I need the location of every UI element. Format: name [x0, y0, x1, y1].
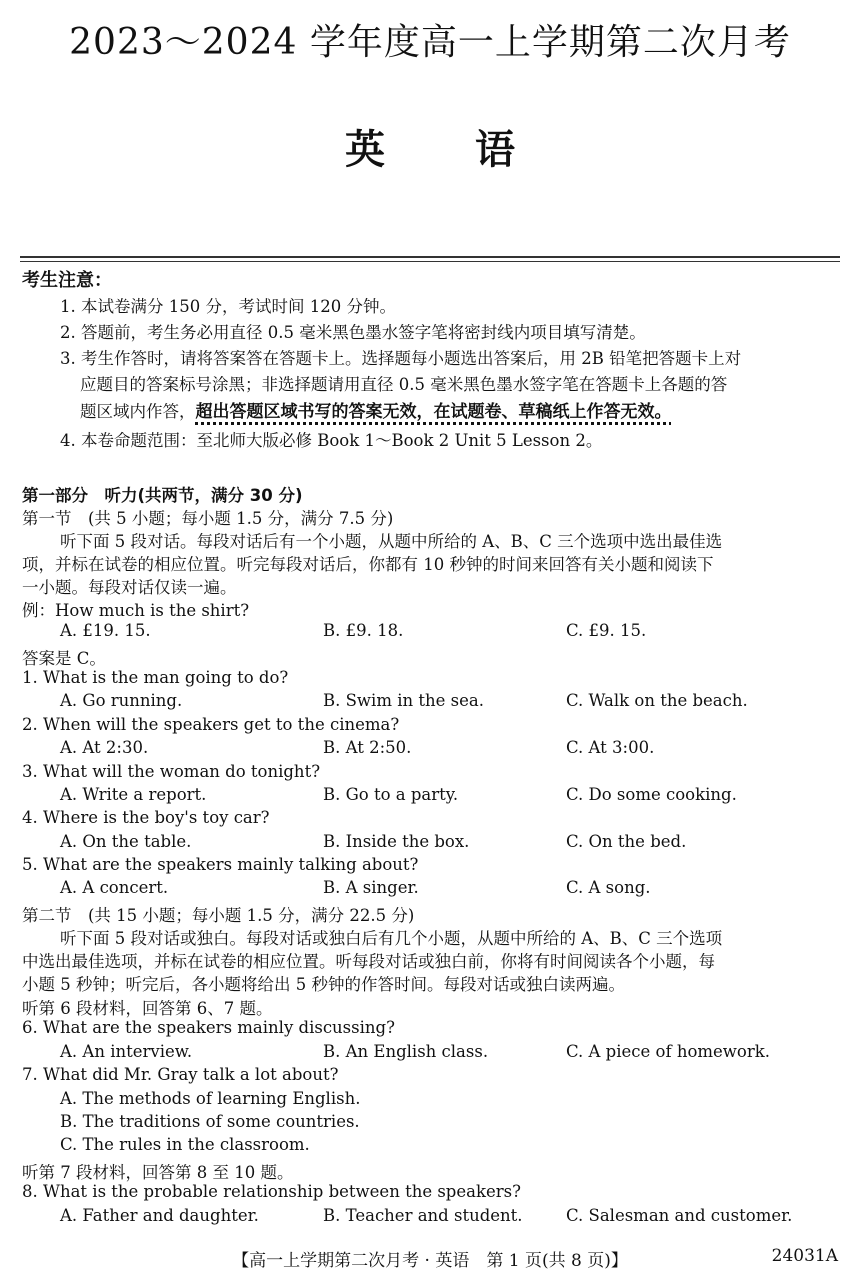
notice-heading: 考生注意：: [22, 270, 112, 291]
q4-option-a: A. On the table.: [60, 832, 192, 851]
section2-instr-2: 中选出最佳选项，并标在试卷的相应位置。听每段对话或独白前，你将有时间阅读各个小题，每: [22, 952, 715, 971]
question-4: 4. Where is the boy's toy car?: [22, 808, 270, 827]
q5-option-a: A. A concert.: [60, 878, 169, 897]
section2-instr-1: 听下面 5 段对话或独白。每段对话或独白后有几个小题，从题中所给的 A、B、C 三个选项: [60, 929, 723, 948]
divider-thick: [20, 256, 840, 258]
section2-instr-3: 小题 5 秒钟；听完后，各小题将给出 5 秒钟的作答时间。每段对话或独白读两遍。: [22, 975, 625, 994]
notice-item-3: 3. 考生作答时，请将答案答在答题卡上。选择题每小题选出答案后，用 2B 铅笔把答题卡上对: [60, 349, 742, 368]
section1-instr-2: 项，并标在试卷的相应位置。听完每段对话后，你都有 10 秒钟的时间来回答有关小题和阅读下: [22, 555, 714, 574]
q3-option-a: A. Write a report.: [60, 785, 207, 804]
notice-item-3-tail: 题区域内作答，: [80, 402, 196, 421]
q1-option-b: B. Swim in the sea.: [323, 691, 484, 710]
example-option-a: A. £19. 15.: [60, 621, 151, 640]
exam-title: 2023～2024 学年度高一上学期第二次月考: [69, 22, 791, 63]
question-1: 1. What is the man going to do?: [22, 668, 289, 687]
q3-option-c: C. Do some cooking.: [566, 785, 737, 804]
q4-option-c: C. On the bed.: [566, 832, 687, 851]
question-5: 5. What are the speakers mainly talking about?: [22, 855, 419, 874]
q8-option-b: B. Teacher and student.: [323, 1206, 523, 1225]
notice-item-1: 1. 本试卷满分 150 分，考试时间 120 分钟。: [60, 297, 396, 316]
example-answer: 答案是 C。: [22, 649, 106, 668]
page-footer: 【高一上学期第二次月考 · 英语 第 1 页(共 8 页)】: [232, 1251, 628, 1271]
section1-instr-3: 一小题。每段对话仅读一遍。: [22, 578, 237, 597]
q2-option-b: B. At 2:50.: [323, 738, 412, 757]
part1-heading: 第一部分 听力(共两节，满分 30 分): [22, 486, 303, 505]
q6-option-a: A. An interview.: [60, 1042, 193, 1061]
q2-option-c: C. At 3:00.: [566, 738, 655, 757]
q8-option-a: A. Father and daughter.: [60, 1206, 259, 1225]
notice-item-2: 2. 答题前，考生务必用直径 0.5 毫米黑色墨水签字笔将密封线内项目填写清楚。: [60, 323, 646, 342]
example-option-c: C. £9. 15.: [566, 621, 647, 640]
q1-option-a: A. Go running.: [60, 691, 183, 710]
q1-option-c: C. Walk on the beach.: [566, 691, 748, 710]
example-option-b: B. £9. 18.: [323, 621, 404, 640]
notice-item-3-end: [80, 397, 672, 422]
question-3: 3. What will the woman do tonight?: [22, 762, 321, 781]
exam-code: 24031A: [771, 1246, 838, 1266]
section2-heading: 第二节 (共 15 小题；每小题 1.5 分，满分 22.5 分): [22, 906, 415, 925]
q7-option-b: B. The traditions of some countries.: [60, 1112, 360, 1131]
section1-instr-1: 听下面 5 段对话。每段对话后有一个小题，从题中所给的 A、B、C 三个选项中选出最佳选: [60, 532, 723, 551]
question-2: 2. When will the speakers get to the cinema?: [22, 715, 400, 734]
q4-option-b: B. Inside the box.: [323, 832, 470, 851]
q8-option-c: C. Salesman and customer.: [566, 1206, 793, 1225]
question-6: 6. What are the speakers mainly discussing?: [22, 1018, 395, 1037]
notice-item-3-cont: 应题目的答案标号涂黑；非选择题请用直径 0.5 毫米黑色墨水签字笔在答题卡上各题的答: [80, 375, 728, 394]
divider-thin: [20, 261, 840, 262]
q7-option-a: A. The methods of learning English.: [60, 1089, 361, 1108]
q5-option-c: C. A song.: [566, 878, 651, 897]
q6-option-c: C. A piece of homework.: [566, 1042, 770, 1061]
q7-option-c: C. The rules in the classroom.: [60, 1135, 310, 1154]
question-8: 8. What is the probable relationship between the speakers?: [22, 1182, 521, 1201]
q3-option-b: B. Go to a party.: [323, 785, 459, 804]
notice-emphasis: 超出答题区域书写的答案无效，在试题卷、草稿纸上作答无效。: [195, 402, 672, 422]
material-6-note: 听第 6 段材料，回答第 6、7 题。: [22, 999, 273, 1018]
q5-option-b: B. A singer.: [323, 878, 419, 897]
material-7-note: 听第 7 段材料，回答第 8 至 10 题。: [22, 1163, 294, 1182]
notice-item-4: 4. 本卷命题范围：至北师大版必修 Book 1～Book 2 Unit 5 Lesson 2。: [60, 431, 603, 450]
q6-option-b: B. An English class.: [323, 1042, 489, 1061]
example-question: 例：How much is the shirt?: [22, 601, 250, 620]
q2-option-a: A. At 2:30.: [60, 738, 149, 757]
question-7: 7. What did Mr. Gray talk a lot about?: [22, 1065, 339, 1084]
section1-heading: 第一节 (共 5 小题；每小题 1.5 分，满分 7.5 分): [22, 509, 394, 528]
subject-title: 英语: [345, 127, 605, 173]
